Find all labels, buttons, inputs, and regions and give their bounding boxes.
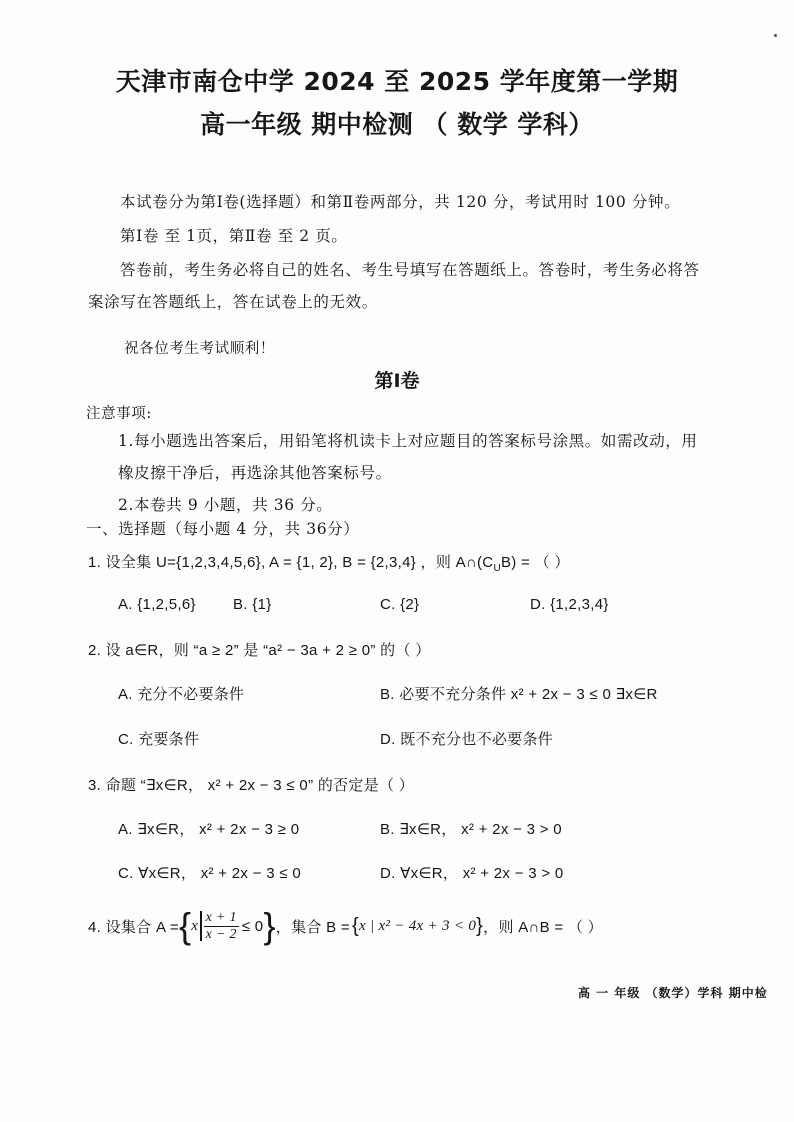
question-1-stem-text: 1. 设全集 U={1,2,3,4,5,6}, A = {1, 2}, B = {2,3,4} ，则 A∩(C <box>88 554 494 571</box>
question-1-option-c: C. {2} <box>380 596 420 613</box>
question-3-option-b: B. ∃x∈R， x² + 2x − 3 > 0 <box>380 821 562 838</box>
note-1-line-1: 1.每小题选出答案后，用铅笔将机读卡上对应题目的答案标号涂黑。如需改动，用 <box>118 432 698 450</box>
question-4-prefix: 4. 设集合 A = <box>88 918 179 936</box>
set-a-condition: ≤ 0 <box>241 917 264 935</box>
question-1-stem <box>88 551 570 574</box>
exam-title-line2: 高一年级 期中检测 （ 数学 学科） <box>200 110 594 139</box>
question-2-option-b: B. 必要不充分条件 x² + 2x − 3 ≤ 0 ∃x∈R <box>380 686 658 703</box>
question-1-subscript: U <box>493 563 501 574</box>
question-1-option-d: D. {1,2,3,4} <box>530 596 609 613</box>
question-3-option-a: A. ∃x∈R， x² + 2x − 3 ≥ 0 <box>118 821 300 838</box>
set-a-fraction <box>204 910 239 943</box>
note-1-line-2: 橡皮擦干净后，再选涂其他答案标号。 <box>118 464 392 482</box>
question-3-stem: 3. 命题 “∃x∈R， x² + 2x − 3 ≤ 0” 的否定是（ ） <box>88 777 415 794</box>
question-4-tail: ，则 A∩B = （ ） <box>483 918 603 936</box>
question-3-option-c: C. ∀x∈R， x² + 2x − 3 ≤ 0 <box>118 865 301 882</box>
part-heading: 一、选择题（每小题 4 分，共 36分） <box>86 520 360 538</box>
right-brace-icon: } <box>263 905 276 946</box>
page-footer: 高 一 年级 （数学）学科 期中检 <box>578 986 768 1000</box>
question-1-stem-tail: B) = （ ） <box>500 554 570 571</box>
good-luck-text: 祝各位考生考试顺利！ <box>124 341 275 357</box>
fraction-denominator: x − 2 <box>205 926 237 942</box>
section-title: 第Ⅰ卷 <box>374 370 420 392</box>
intro-line-3: 答卷前，考生务必将自己的姓名、考生号填写在答题纸上。答卷时，考生务必将答 <box>120 261 700 279</box>
question-2-option-a: A. 充分不必要条件 <box>118 686 245 703</box>
intro-line-1: 本试卷分为第Ⅰ卷(选择题）和第Ⅱ卷两部分，共 120 分，考试用时 100 分钟。 <box>120 193 681 211</box>
set-builder-bar <box>200 911 201 941</box>
question-4-stem <box>88 904 603 948</box>
question-2-option-c: C. 充要条件 <box>118 731 200 748</box>
fraction-numerator: x + 1 <box>205 909 237 925</box>
set-b-content: x | x² − 4x + 3 < 0 <box>358 917 477 934</box>
question-1-option-a: A. {1,2,5,6} <box>118 596 196 613</box>
intro-line-4: 案涂写在答题纸上，答在试卷上的无效。 <box>88 293 378 311</box>
question-3-option-d: D. ∀x∈R， x² + 2x − 3 > 0 <box>380 865 564 882</box>
set-a-variable: x <box>191 917 199 934</box>
scan-speck <box>774 34 777 37</box>
question-4-mid: ，集合 B = <box>275 918 350 936</box>
question-2-stem: 2. 设 a∈R，则 “a ≥ 2” 是 “a² − 3a + 2 ≥ 0” 的（ ） <box>88 642 431 659</box>
left-brace-icon: { <box>178 905 192 946</box>
set-b-open-brace: { <box>352 914 359 937</box>
question-2-option-d: D. 既不充分也不必要条件 <box>380 731 554 748</box>
note-2: 2.本卷共 9 小题，共 36 分。 <box>118 496 333 514</box>
notes-heading: 注意事项: <box>86 406 152 422</box>
intro-line-2: 第Ⅰ卷 至 1页，第Ⅱ卷 至 2 页。 <box>120 227 348 245</box>
set-b-close-brace: } <box>476 914 484 937</box>
question-1-option-b: B. {1} <box>233 596 272 613</box>
exam-title-line1: 天津市南仓中学 2024 至 2025 学年度第一学期 <box>115 67 679 96</box>
